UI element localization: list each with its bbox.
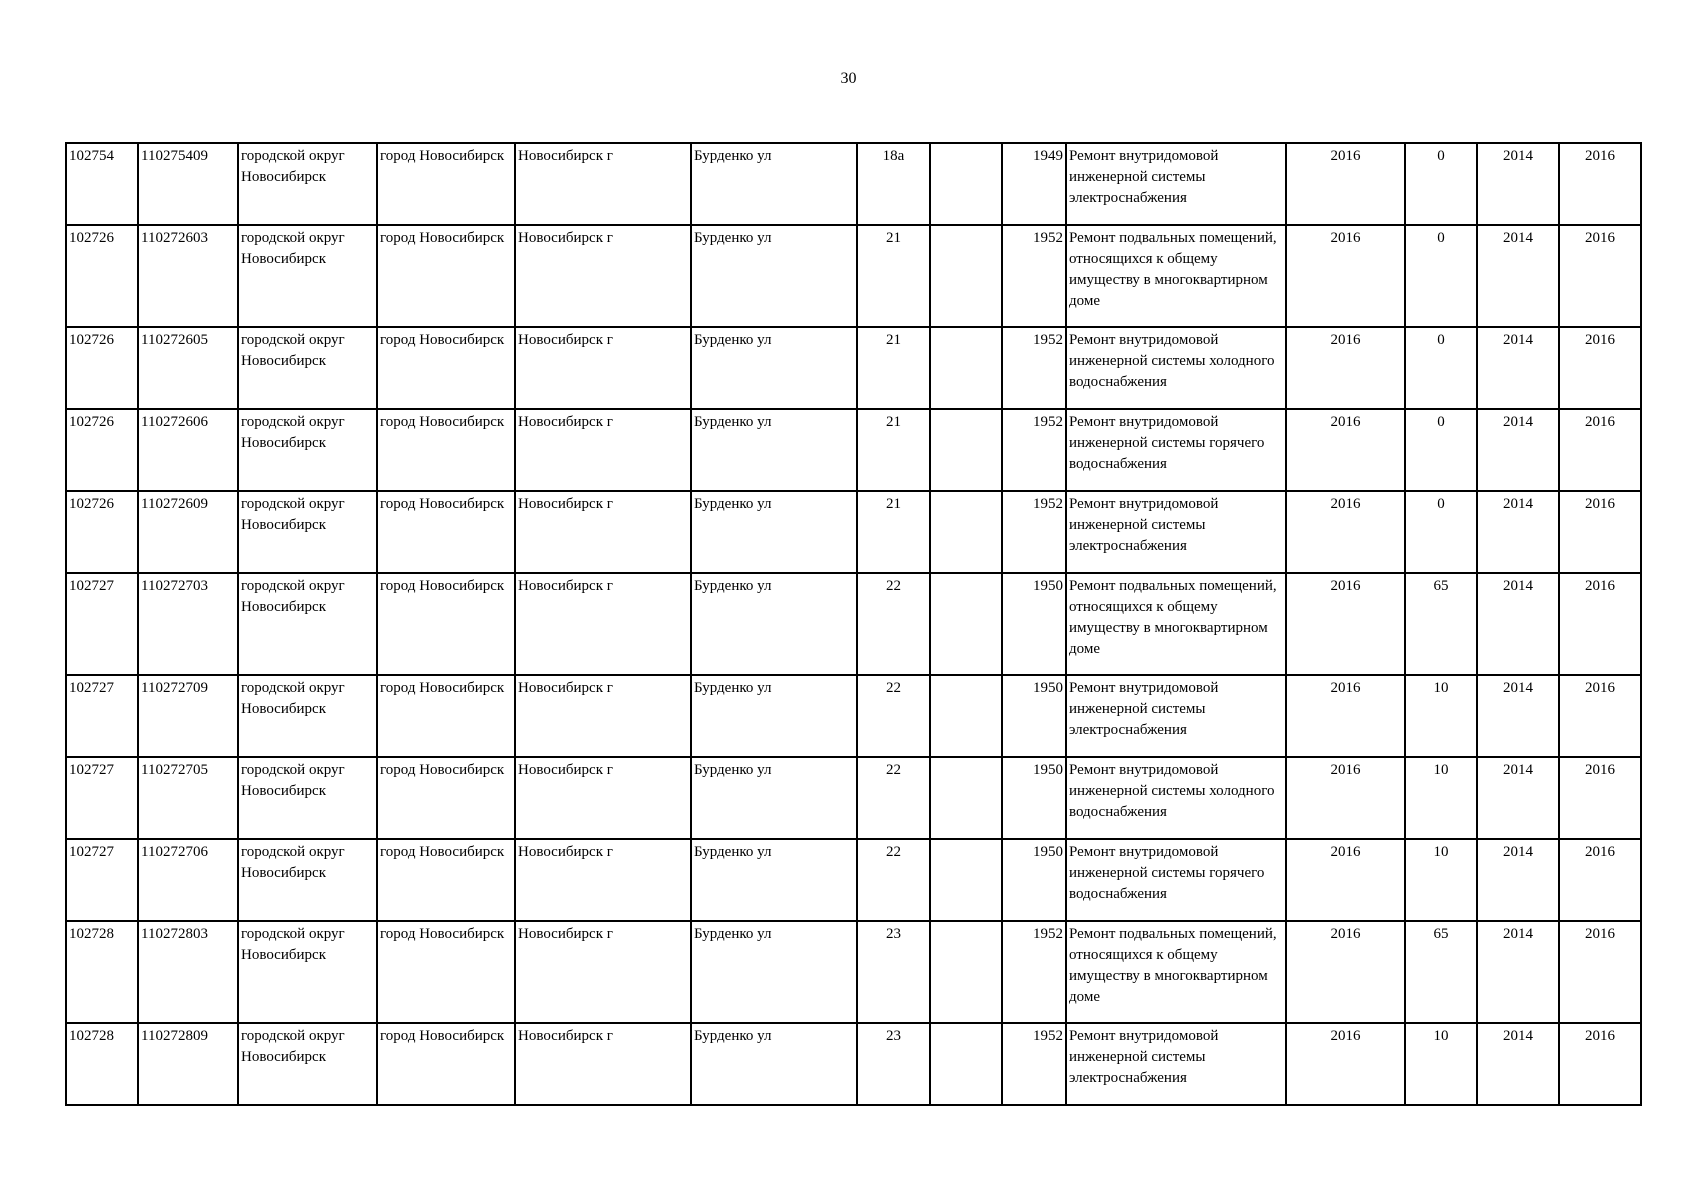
street-cell: Бурденко ул [691,225,857,327]
planned-year-cell: 2016 [1559,143,1641,225]
last-repair-year-cell: 2014 [1477,839,1559,921]
settlement-cell: город Новосибирск [377,225,515,327]
planned-year-cell: 2016 [1559,675,1641,757]
work-type-cell: Ремонт подвальных помещений, относящихся к общему имуществу в многоквартирном доме [1066,225,1286,327]
element-id-cell: 110272705 [138,757,238,839]
house-number-cell: 21 [857,225,930,327]
municipal-district-cell: городской округ Новосибирск [238,491,377,573]
building-id-cell: 102727 [66,573,138,675]
street-cell: Бурденко ул [691,839,857,921]
city-cell: Новосибирск г [515,839,691,921]
last-repair-year-cell: 2014 [1477,675,1559,757]
table-row [66,921,1641,1023]
building-block-cell [930,409,1002,491]
last-repair-year-cell: 2014 [1477,491,1559,573]
street-cell: Бурденко ул [691,327,857,409]
plan-year-cell: 2016 [1286,839,1405,921]
planned-year-cell: 2016 [1559,757,1641,839]
wear-percent-cell: 0 [1405,143,1477,225]
table-row [66,491,1641,573]
planned-year-cell: 2016 [1559,225,1641,327]
street-cell: Бурденко ул [691,675,857,757]
house-number-cell: 21 [857,409,930,491]
plan-year-cell: 2016 [1286,327,1405,409]
work-type-cell: Ремонт внутридомовой инженерной системы горячего водоснабжения [1066,839,1286,921]
last-repair-year-cell: 2014 [1477,143,1559,225]
building-block-cell [930,225,1002,327]
house-number-cell: 22 [857,757,930,839]
street-cell: Бурденко ул [691,573,857,675]
work-type-cell: Ремонт внутридомовой инженерной системы холодного водоснабжения [1066,327,1286,409]
plan-year-cell: 2016 [1286,143,1405,225]
building-id-cell: 102754 [66,143,138,225]
plan-year-cell: 2016 [1286,573,1405,675]
plan-year-cell: 2016 [1286,491,1405,573]
street-cell: Бурденко ул [691,409,857,491]
work-type-cell: Ремонт подвальных помещений, относящихся к общему имуществу в многоквартирном доме [1066,921,1286,1023]
house-number-cell: 18а [857,143,930,225]
last-repair-year-cell: 2014 [1477,757,1559,839]
element-id-cell: 110272606 [138,409,238,491]
planned-year-cell: 2016 [1559,921,1641,1023]
last-repair-year-cell: 2014 [1477,1023,1559,1105]
city-cell: Новосибирск г [515,921,691,1023]
element-id-cell: 110275409 [138,143,238,225]
building-id-cell: 102726 [66,327,138,409]
building-id-cell: 102726 [66,491,138,573]
street-cell: Бурденко ул [691,491,857,573]
table-row [66,225,1641,327]
work-type-cell: Ремонт внутридомовой инженерной системы электроснабжения [1066,143,1286,225]
wear-percent-cell: 10 [1405,1023,1477,1105]
house-number-cell: 22 [857,839,930,921]
building-block-cell [930,839,1002,921]
last-repair-year-cell: 2014 [1477,327,1559,409]
building-id-cell: 102727 [66,757,138,839]
table-row [66,839,1641,921]
settlement-cell: город Новосибирск [377,491,515,573]
street-cell: Бурденко ул [691,143,857,225]
settlement-cell: город Новосибирск [377,409,515,491]
element-id-cell: 110272803 [138,921,238,1023]
last-repair-year-cell: 2014 [1477,573,1559,675]
construction-year-cell: 1950 [1002,757,1066,839]
construction-year-cell: 1952 [1002,921,1066,1023]
building-id-cell: 102726 [66,225,138,327]
house-number-cell: 21 [857,491,930,573]
table-row [66,573,1641,675]
building-block-cell [930,757,1002,839]
table-row [66,143,1641,225]
plan-year-cell: 2016 [1286,225,1405,327]
building-id-cell: 102727 [66,675,138,757]
house-number-cell: 23 [857,921,930,1023]
city-cell: Новосибирск г [515,491,691,573]
wear-percent-cell: 0 [1405,225,1477,327]
municipal-district-cell: городской округ Новосибирск [238,225,377,327]
element-id-cell: 110272706 [138,839,238,921]
house-number-cell: 22 [857,573,930,675]
street-cell: Бурденко ул [691,757,857,839]
work-type-cell: Ремонт подвальных помещений, относящихся к общему имуществу в многоквартирном доме [1066,573,1286,675]
planned-year-cell: 2016 [1559,839,1641,921]
table-row [66,409,1641,491]
settlement-cell: город Новосибирск [377,921,515,1023]
construction-year-cell: 1952 [1002,1023,1066,1105]
municipal-district-cell: городской округ Новосибирск [238,757,377,839]
municipal-district-cell: городской округ Новосибирск [238,839,377,921]
municipal-district-cell: городской округ Новосибирск [238,327,377,409]
city-cell: Новосибирск г [515,409,691,491]
page-number: 30 [840,70,857,87]
construction-year-cell: 1950 [1002,675,1066,757]
construction-year-cell: 1949 [1002,143,1066,225]
construction-year-cell: 1950 [1002,839,1066,921]
city-cell: Новосибирск г [515,1023,691,1105]
planned-year-cell: 2016 [1559,491,1641,573]
building-id-cell: 102728 [66,921,138,1023]
wear-percent-cell: 65 [1405,921,1477,1023]
settlement-cell: город Новосибирск [377,675,515,757]
settlement-cell: город Новосибирск [377,757,515,839]
plan-year-cell: 2016 [1286,1023,1405,1105]
planned-year-cell: 2016 [1559,409,1641,491]
city-cell: Новосибирск г [515,757,691,839]
settlement-cell: город Новосибирск [377,143,515,225]
city-cell: Новосибирск г [515,225,691,327]
wear-percent-cell: 0 [1405,491,1477,573]
city-cell: Новосибирск г [515,675,691,757]
wear-percent-cell: 0 [1405,409,1477,491]
municipal-district-cell: городской округ Новосибирск [238,143,377,225]
table-row [66,327,1641,409]
municipal-district-cell: городской округ Новосибирск [238,921,377,1023]
registry-table [65,142,1642,1106]
building-id-cell: 102727 [66,839,138,921]
work-type-cell: Ремонт внутридомовой инженерной системы горячего водоснабжения [1066,409,1286,491]
element-id-cell: 110272609 [138,491,238,573]
plan-year-cell: 2016 [1286,757,1405,839]
element-id-cell: 110272605 [138,327,238,409]
street-cell: Бурденко ул [691,1023,857,1105]
municipal-district-cell: городской округ Новосибирск [238,1023,377,1105]
plan-year-cell: 2016 [1286,675,1405,757]
municipal-district-cell: городской округ Новосибирск [238,409,377,491]
building-id-cell: 102728 [66,1023,138,1105]
construction-year-cell: 1952 [1002,225,1066,327]
work-type-cell: Ремонт внутридомовой инженерной системы холодного водоснабжения [1066,757,1286,839]
building-block-cell [930,143,1002,225]
house-number-cell: 23 [857,1023,930,1105]
table-row [66,675,1641,757]
element-id-cell: 110272603 [138,225,238,327]
wear-percent-cell: 65 [1405,573,1477,675]
plan-year-cell: 2016 [1286,409,1405,491]
table-row [66,757,1641,839]
city-cell: Новосибирск г [515,327,691,409]
element-id-cell: 110272703 [138,573,238,675]
building-id-cell: 102726 [66,409,138,491]
building-block-cell [930,491,1002,573]
settlement-cell: город Новосибирск [377,573,515,675]
municipal-district-cell: городской округ Новосибирск [238,573,377,675]
last-repair-year-cell: 2014 [1477,225,1559,327]
construction-year-cell: 1950 [1002,573,1066,675]
construction-year-cell: 1952 [1002,491,1066,573]
city-cell: Новосибирск г [515,573,691,675]
wear-percent-cell: 10 [1405,757,1477,839]
street-cell: Бурденко ул [691,921,857,1023]
wear-percent-cell: 10 [1405,839,1477,921]
construction-year-cell: 1952 [1002,327,1066,409]
planned-year-cell: 2016 [1559,573,1641,675]
building-block-cell [930,921,1002,1023]
wear-percent-cell: 10 [1405,675,1477,757]
city-cell: Новосибирск г [515,143,691,225]
last-repair-year-cell: 2014 [1477,409,1559,491]
planned-year-cell: 2016 [1559,1023,1641,1105]
house-number-cell: 22 [857,675,930,757]
settlement-cell: город Новосибирск [377,1023,515,1105]
table-row [66,1023,1641,1105]
settlement-cell: город Новосибирск [377,839,515,921]
work-type-cell: Ремонт внутридомовой инженерной системы электроснабжения [1066,1023,1286,1105]
building-block-cell [930,327,1002,409]
wear-percent-cell: 0 [1405,327,1477,409]
building-block-cell [930,675,1002,757]
planned-year-cell: 2016 [1559,327,1641,409]
last-repair-year-cell: 2014 [1477,921,1559,1023]
house-number-cell: 21 [857,327,930,409]
construction-year-cell: 1952 [1002,409,1066,491]
plan-year-cell: 2016 [1286,921,1405,1023]
element-id-cell: 110272709 [138,675,238,757]
settlement-cell: город Новосибирск [377,327,515,409]
building-block-cell [930,1023,1002,1105]
municipal-district-cell: городской округ Новосибирск [238,675,377,757]
work-type-cell: Ремонт внутридомовой инженерной системы электроснабжения [1066,675,1286,757]
element-id-cell: 110272809 [138,1023,238,1105]
building-block-cell [930,573,1002,675]
work-type-cell: Ремонт внутридомовой инженерной системы электроснабжения [1066,491,1286,573]
